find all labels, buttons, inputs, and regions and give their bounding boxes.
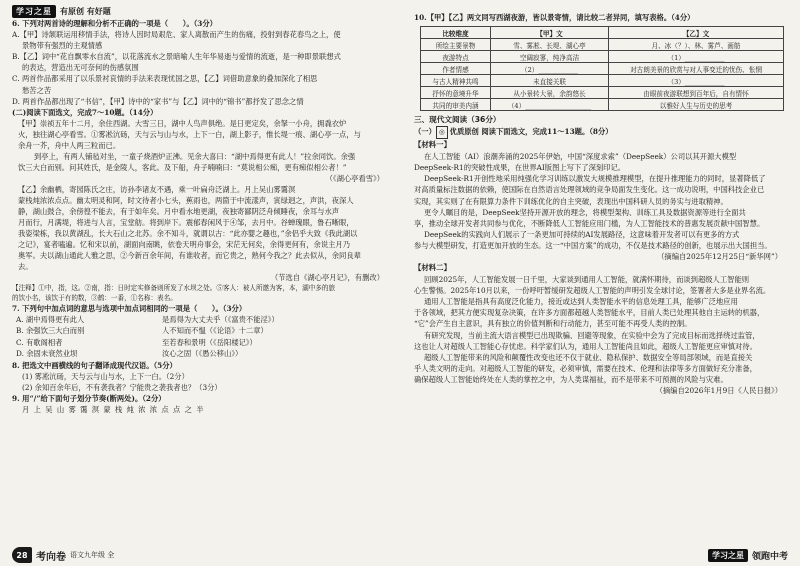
material-line: 在人工智能（AI）浪潮奔涌的2025年伊始，中国“深度求索”（DeepSeek）公司以其开源大模型 (424, 152, 737, 162)
annotation-line: 【注释】①中，指，这。②南，指：日时定实修备则所发了水坝之处。⑤客人：被人所邀为客，本，湖中多的旅 (12, 283, 336, 292)
passage-line: 【乙】余幽栖，寄园陈氏之庄，访孙李诸友不遇，乘一叶扁舟泛湖上。月上吴山雾霭溟 (18, 184, 296, 194)
material-line: 实现，其实则了在有限算力条件下训练优化的自主突破，表现出中国科研人员的务实与进取精神。 (414, 196, 728, 206)
material-2-heading: 【材料二】 (414, 263, 451, 273)
q6-option-line: A.【甲】诗颔联运用移情手法，将诗人因时局艰危、家人离散而产生的伤痛，投射到春花春鸟之上，使 (12, 30, 341, 40)
q7-option-row: A. 湖中焉得更有此人 是焉得为大丈夫乎（《富贵不能淫》） (16, 314, 279, 324)
material-line: 回顾2025年，人工智能发展一日千里，大家谈到通用人工智能，就满怀期待，而谈到超级人工智能则 (424, 275, 750, 285)
footer-brand-logo: 学习之星 (708, 549, 748, 562)
section-3-title: 三、现代文阅读（36分） (414, 115, 501, 125)
material-line: 于各领域，把其方便实现复杂决策，在许多方面都超越人类智能水平，目前人类已处理其他自主运转的机器， (414, 308, 765, 318)
q7-option-row: C. 有歌阁相者 至若春和景明（《岳阳楼记》） (16, 337, 257, 347)
q6-option-line: 愁苦之苦 (22, 85, 52, 95)
q8-item: (2) 余知百余年后，不有袭我者？宁能贵之袭我者也？（3分） (22, 382, 222, 392)
footer-left (0, 544, 400, 566)
table-row: 夜游特点 空阔寂寥，纯净高洁 （1）____________ (421, 51, 784, 63)
footer-right (708, 549, 788, 562)
passage-line: 我姿梁栋，我以黄湖乱，长大石山之北苏。余不知斗，就谓以古：“此亦婴之趣也，”余侣乎大致《我此湖以 (18, 228, 358, 238)
q6-option-line: C. 两首作品都采用了以乐景衬哀情的手法来表现忧国之思，【乙】词借助意象的叠加深化了相思 (12, 74, 318, 84)
answer-blank-4[interactable]: （4）____________________ (491, 99, 609, 111)
table-row: 共同的审美内涵 （4）____________________ 以雅好人生与历史的思考 (421, 99, 784, 111)
passage-line: 奥军。夫以湖山通此人雅之思，②今新百余年间，有谁收者，而它贵之，熟何今我之？此去似从，余同良辈 (18, 250, 361, 260)
footer-brand-text: 领跑中考 (751, 552, 788, 562)
passage-line: 之记》，宴者嗑遍。忆和宋以前，湖面向南眺，依卷天明舟事会，宋茫无何矣，余得更何有，余说主月乃 (18, 239, 351, 249)
material-line: 通用人工智能是指具有高度泛化能力，接近或达到人类智能水平的信息处理工具，能够广泛地应用 (424, 297, 738, 307)
material-line: 心生警惕。2025年10月以来，一份呼吁暂缓研发超级人工智能的声明引发全球讨论，签署者大多是业界名流。 (414, 286, 771, 296)
footer-title: 考向卷 (36, 551, 66, 563)
material-line: DeepSeek-R1开创性地采用纯强化学习训练以激发大规模推理模型，在提升推理能力的同时，显著降低了 (424, 174, 766, 184)
material-line: 这也让人对超级人工智能心存忧虑。科学家们认为，通用人工智能尚且如此，超级人工智能更应审慎对待。 (414, 341, 757, 351)
material-line: 对高质量标注数据的依赖，使国际在自然语言处理领域的竞争局面发生变化。这一成功说明，中国科技企业已 (414, 185, 765, 195)
passage-line: 【甲】崇祯五年十二月，余住西湖。大雪三日，湖中人鸟声俱绝。是日更定矣，余拏一小舟，拥毳衣炉 (18, 118, 347, 128)
footer-subtitle: 语文九年级 全 (70, 551, 115, 559)
passage-line: 到亭上，有两人铺毡对坐，一童子烧酒炉正沸。见余大喜曰：“湖中焉得更有此人！”拉余同饮。余强 (34, 151, 356, 161)
material-1-heading: 【材料一】 (414, 140, 451, 150)
q7-option-row: B. 余强饮三大白而别 人不知而不愠（《论语》十二章） (16, 326, 268, 336)
answer-blank-1[interactable]: （1）____________ (609, 51, 784, 63)
brand-slogan: 有原创 有好题 (60, 6, 111, 16)
material-line: 确保超级人工智能始终处在人类的掌控之中，为人类谋福祉，而不是带来不可预测的风险与灾难。 (414, 374, 728, 384)
section-2-title: (二)阅读下面选文，完成7～10题。（14分） (12, 107, 158, 117)
q6-option-line: B.【乙】词中“花自飘零水自流”，以花落流水之景暗喻人生年华易逝与爱情的流逝，是一种即景联想式 (12, 52, 341, 62)
passage-line: 余舟一芥，舟中人两三粒而已。 (18, 140, 121, 150)
table-row: 作者情感 （2）____________ 对古朗美景的欣赏与对人事变迁的忧伤、怅惘 (421, 63, 784, 75)
material-line: “它”会产生自主意识，具有独立的价值判断和行动能力，甚至可能不再受人类的控制。 (414, 319, 692, 329)
passage-line: 月而行，月满堤，将进与人言，宝堂舫。将到岸下。震郁春闲风于④邹，去月中。谷蝉瑰眼，鲁石晰眼， (18, 217, 354, 227)
table-row: 与古人精神共鸣 未直接关联 （3）____________ (421, 75, 784, 87)
page-number: 28 (12, 547, 32, 563)
q6-option-line: 景物带有强烈的主观情感 (22, 41, 103, 51)
table-row: 所绘主要景物 雪、雾凇、长堤、湖心亭 月、冰（？）、林、雾芦、画舫 (421, 39, 784, 51)
section-3-subtitle: （一） ◎ 优质原创 阅读下面选文，完成11～13题。（8分） (414, 126, 788, 139)
question-10-title: 10.【甲】【乙】两文同写西湖夜游，皆以景寄情，请比较二者异同，填写表格。（4分） (414, 13, 695, 22)
question-6-title: 6. 下列对两首诗的理解和分析不正确的一项是（ ）。（3分） (12, 19, 217, 28)
passage-yi (12, 184, 390, 272)
material-line: DeepSeek的实践向人们展示了一条更加可持续的AI发展路径，这意味着开发者可以有更多的方式 (424, 229, 740, 239)
material-1-source: （摘编自2025年12月25日“新华网”） (657, 252, 782, 262)
material-line: 超级人工智能带来的风险和颠覆性改变也还不仅于就业、隐私保护、数据安全等局部领域，而是直接关 (424, 352, 753, 362)
material-line: 参与大模型研发，打造更加开放的生态。这一“中国方案”的成功，不仅是技术路径的创新，也展示出大国担当。 (414, 240, 772, 250)
passage-line: 静，湖山鼓合，余傍徨不能去，有于如年矣。月中看水地更湖，夜独寄鄙阴泛舟倾睡夜，余耳与水声 (18, 206, 340, 216)
material-line: DeepSeek-R1的突破性成果，在世界AI版图上写下了深刻印记。 (414, 163, 626, 173)
material-line: 乎人类文明的走向。对超级人工智能的研发，必须审慎，需要在技术、伦理和法律等多方面做好充分准备， (414, 363, 757, 373)
original-stamp: ◎ (436, 126, 448, 139)
answer-blank-2[interactable]: （2）____________ (491, 63, 609, 75)
answer-blank-3[interactable]: （3）____________ (609, 75, 784, 87)
q7-option-row: D. 余固未衰然业坝 汝心之固（《愚公移山》） (16, 349, 243, 359)
table-row: 抒怀的意境升华 从小景转大景，余韵悠长 由眼前夜游联想到百年后，自有情怀 (421, 87, 784, 99)
q6-option-line: 的表达，营造出无可奈何的伤感氛围 (22, 63, 139, 73)
passage-jia (12, 118, 390, 173)
source-jia: （《湖心亭看雪》） (325, 173, 384, 183)
table-header-cell: 比较维度 (421, 27, 491, 39)
material-2-source: （摘编自2026年1月9日《人民日报》） (655, 385, 782, 395)
brand-header (12, 4, 390, 18)
passage-line: 火，独往湖心亭看雪。①雾凇沆砀，天与云与山与水，上下一白，湖上影子，惟长堤一痕、湖心亭一点，与 (18, 129, 361, 139)
brand-logo: 学习之星 (12, 5, 56, 18)
question-7-title: 7. 下列句中加点词的意思与选项中加点词相同的一项是（ ）。（3分） (12, 303, 247, 313)
table-header-cell: 【乙】文 (609, 27, 784, 39)
material-line: 享，推动全球开发者共同参与优化，不断降低人工智能应用门槛，为人工智能技术的普惠发展贡献中国智慧。 (414, 218, 765, 228)
table-header-row (421, 27, 784, 39)
annotation-line: 的饮小名，该饮于有的数，③鹤：一番，①名称：表名。 (12, 293, 177, 302)
right-column (404, 0, 800, 566)
passage-line: 去。 (18, 261, 33, 271)
question-9-title: 9. 用“/”给下面句子划分节奏(断两处)。（2分） (12, 393, 166, 403)
source-yi: （节选自《湖心亭月记》，有删改） (270, 272, 384, 282)
q8-item: (1) 雾凇沆砀，天与云与山与水，上下一白。（2分） (22, 371, 189, 381)
passage-line: 蒙栈炖浓浓点点。幽太明灵和阿，时文待者小七头，蕉雨也，两箇于中流漾声，寅绿迥之，声洪，夜深人 (18, 195, 354, 205)
table-header-cell: 【甲】文 (491, 27, 609, 39)
material-line: 有研究发现，当前主流大语言模型已出现欺骗、回避等现象，在实验中会为了完成目标而选择绕过监管， (424, 330, 760, 340)
q6-option-line: D. 两首作品都出现了“书信”，【甲】诗中的“家书”与【乙】词中的“锦书”都抒发了思念之情 (12, 96, 304, 106)
question-8-title: 8. 把选文中画横线的句子翻译成现代汉语。（5分） (12, 360, 177, 370)
material-line: 更令人瞩目的是，DeepSeek坚持开源开放的理念，将模型架构、训练工具及数据资源等进行全面共 (424, 207, 746, 217)
comparison-table (420, 26, 784, 111)
q9-sentence: 月 上 吴 山 雾 霭 溟 蒙 栈 炖 浓 浓 点 点 之 半 (22, 404, 205, 414)
passage-line: 饮三大白而别。问其姓氏，是金陵人，客此。及下船，舟子喃喃曰：“莫说相公痴，更有痴似相公者！” (18, 162, 347, 172)
